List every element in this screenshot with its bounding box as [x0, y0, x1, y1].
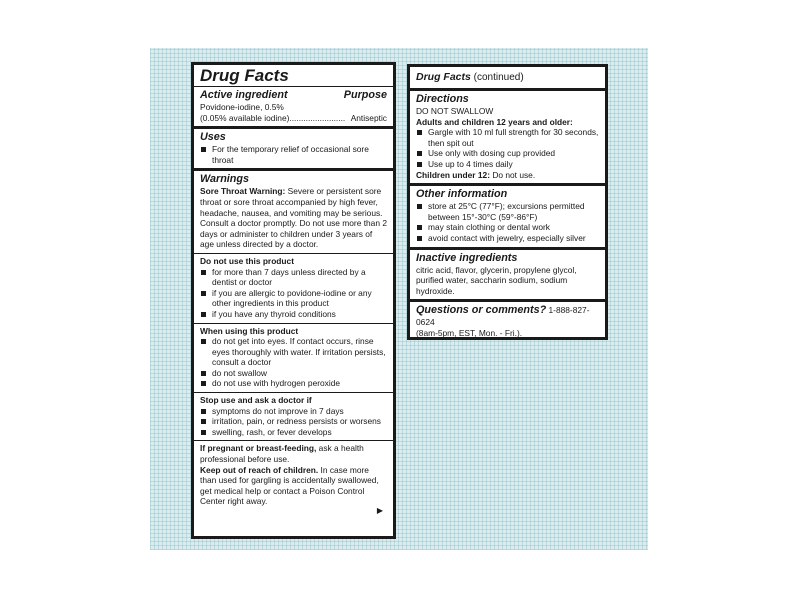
list-item: may stain clothing or dental work	[416, 222, 599, 233]
warnings-heading: Warnings	[200, 173, 249, 186]
do-not-use-heading: Do not use this product	[200, 255, 294, 266]
purpose-value: Antiseptic	[350, 112, 387, 123]
questions-section	[410, 299, 605, 341]
pregnancy-label: If pregnant or breast-feeding,	[200, 443, 317, 454]
active-ingredient-concentration: (0.05% available iodine)	[200, 112, 290, 123]
list-item: do not swallow	[200, 368, 387, 379]
adults-heading: Adults and children 12 years and older:	[416, 116, 573, 127]
list-item: do not use with hydrogen peroxide	[200, 378, 387, 389]
warnings-section	[194, 168, 393, 253]
list-item: if you are allergic to povidone-iodine or any other ingredients in this product	[200, 288, 387, 309]
list-item: avoid contact with jewelry, especially silver	[416, 233, 599, 244]
sore-throat-warning-label: Sore Throat Warning:	[200, 186, 286, 197]
keep-out-label: Keep out of reach of children.	[200, 464, 319, 475]
stop-use-heading: Stop use and ask a doctor if	[200, 395, 312, 406]
inactive-ingredients-section	[410, 247, 605, 300]
active-ingredient-name: Povidone-iodine, 0.5%	[200, 102, 284, 112]
list-item: irritation, pain, or redness persists or worsens	[200, 416, 387, 427]
continued-arrow-icon: ▶	[376, 506, 383, 515]
inactive-ingredients-heading: Inactive ingredients	[416, 251, 518, 264]
drug-facts-continued-title: Drug Facts (continued)	[416, 71, 524, 83]
list-item: store at 25°C (77°F); excursions permitted between 15°-30°C (59°-86°F)	[416, 201, 599, 222]
list-item: if you have any thyroid conditions	[200, 309, 387, 320]
children-label: Children under 12:	[416, 169, 490, 180]
list-item: symptoms do not improve in 7 days	[200, 406, 387, 417]
list-item: for more than 7 days unless directed by a dentist or doctor	[200, 267, 387, 288]
uses-section	[194, 126, 393, 168]
contact-hours: (8am-5pm, EST, Mon. - Fri.).	[416, 327, 523, 338]
purpose-heading: Purpose	[343, 89, 387, 101]
drug-facts-title: Drug Facts	[200, 66, 289, 85]
stop-use-section	[194, 392, 393, 440]
active-ingredient-heading: Active ingredient	[200, 89, 288, 101]
drug-facts-continued-panel	[407, 64, 608, 340]
list-item: For the temporary relief of occasional sore throat	[200, 144, 387, 165]
do-not-swallow-text: DO NOT SWALLOW	[416, 106, 494, 116]
list-item: Gargle with 10 ml full strength for 30 seconds, then spit out	[416, 127, 599, 148]
pregnancy-section	[194, 440, 393, 518]
list-item: do not get into eyes. If contact occurs, rinse eyes thoroughly with water. If irritation persists, consult a doctor	[200, 336, 387, 368]
other-information-section	[410, 183, 605, 246]
sore-throat-warning-text: Severe or persistent sore throat or sore throat accompanied by high fever, headache, nausea, and vomiting may be serious. Consult a doctor promptly. Do not use more than 2 days or administer to children under 3 years of age unless directed by a doctor.	[200, 186, 387, 250]
when-using-heading: When using this product	[200, 325, 299, 336]
children-text: Do not use.	[490, 169, 536, 180]
list-item: swelling, rash, or fever develops	[200, 427, 387, 438]
list-item: Use only with dosing cup provided	[416, 148, 599, 159]
list-item: Use up to 4 times daily	[416, 159, 599, 170]
directions-heading: Directions	[416, 93, 469, 105]
keep-out-text: In case more than used for gargling is accidentally swallowed, get medical help or contact a Poison Control Center right away.	[200, 464, 379, 507]
phone-number: 1-888-827-0624	[416, 305, 590, 328]
when-using-section	[194, 323, 393, 393]
drug-facts-panel	[191, 62, 396, 539]
active-ingredient-section	[194, 86, 393, 126]
dot-leader: ........................	[289, 112, 346, 123]
questions-heading: Questions or comments?	[416, 304, 547, 317]
pregnancy-text: ask a health professional before use.	[200, 443, 364, 465]
directions-section	[410, 88, 605, 183]
uses-heading: Uses	[200, 131, 226, 144]
other-information-heading: Other information	[416, 188, 508, 201]
inactive-ingredients-text: citric acid, flavor, glycerin, propylene glycol, purified water, saccharin sodium, sodium hydroxide.	[416, 264, 577, 296]
do-not-use-section	[194, 253, 393, 323]
